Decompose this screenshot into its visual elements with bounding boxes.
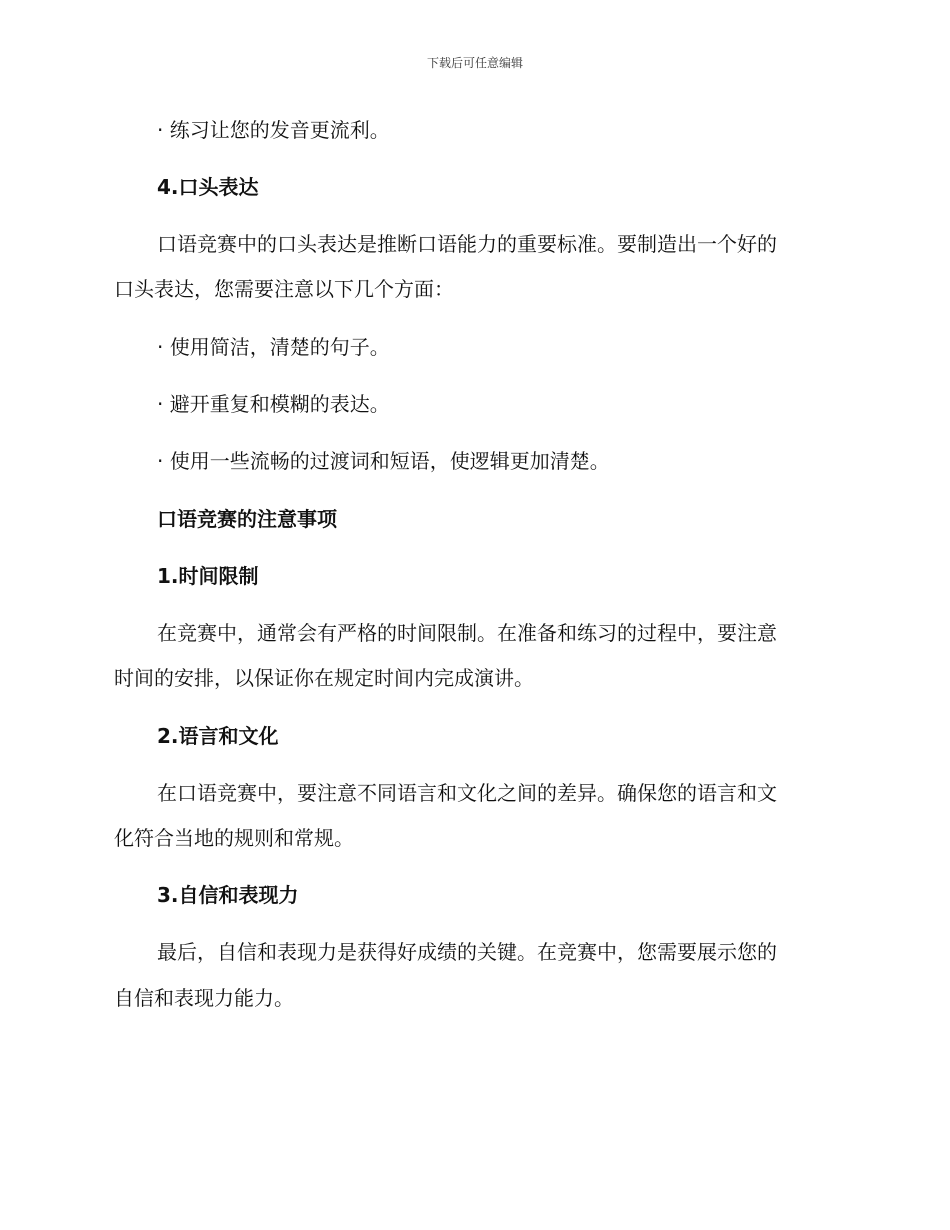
heading-time-limit: 1.时间限制 xyxy=(157,564,259,588)
page-header: 下载后可任意编辑 xyxy=(426,56,523,70)
paragraph-oral-line-2: 口头表达，您需要注意以下几个方面： xyxy=(114,277,454,301)
paragraph-time-line-2: 时间的安排，以保证你在规定时间内完成演讲。 xyxy=(114,666,534,690)
heading-notes: 口语竞赛的注意事项 xyxy=(157,507,337,531)
heading-language-culture: 2.语言和文化 xyxy=(157,724,279,748)
paragraph-time-line-1: 在竞赛中，通常会有严格的时间限制。在准备和练习的过程中，要注意 xyxy=(157,621,777,645)
bullet-concise: · 使用简洁，清楚的句子。 xyxy=(157,335,390,359)
paragraph-language-line-1: 在口语竞赛中，要注意不同语言和文化之间的差异。确保您的语言和文 xyxy=(157,781,777,805)
paragraph-language-line-2: 化符合当地的规则和常规。 xyxy=(114,826,354,850)
paragraph-confidence-line-2: 自信和表现力能力。 xyxy=(114,986,294,1010)
paragraph-confidence-line-1: 最后，自信和表现力是获得好成绩的关键。在竞赛中，您需要展示您的 xyxy=(157,940,777,964)
bullet-avoid-repetition: · 避开重复和模糊的表达。 xyxy=(157,392,390,416)
heading-confidence: 3.自信和表现力 xyxy=(157,883,299,907)
paragraph-oral-line-1: 口语竞赛中的口头表达是推断口语能力的重要标准。要制造出一个好的 xyxy=(157,232,777,256)
bullet-practice: · 练习让您的发音更流利。 xyxy=(157,118,390,142)
bullet-transitions: · 使用一些流畅的过渡词和短语，使逻辑更加清楚。 xyxy=(157,449,610,473)
heading-oral-expression: 4.口头表达 xyxy=(157,175,259,199)
